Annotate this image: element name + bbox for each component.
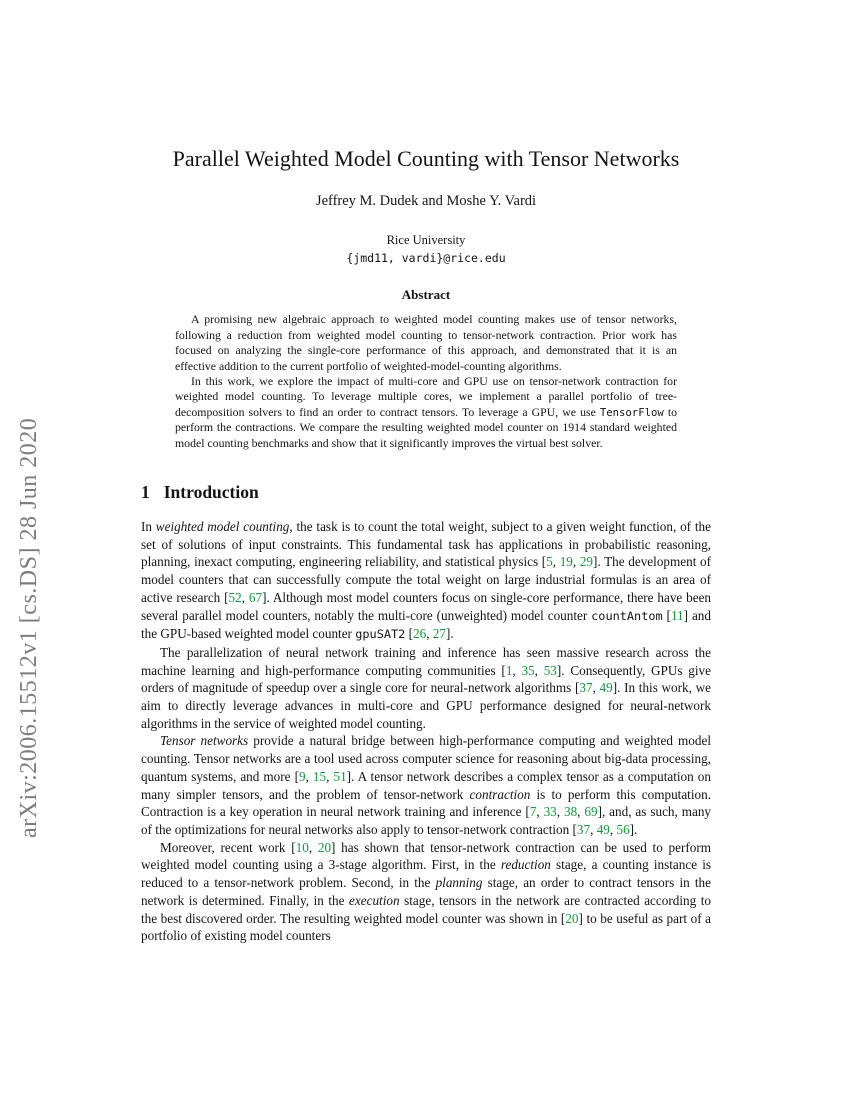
body-paragraph [141,839,711,945]
body-paragraph [141,732,711,838]
paper-title: Parallel Weighted Model Counting with Tensor Networks [172,146,680,171]
citation-link[interactable]: 35 [521,662,535,678]
citation-link[interactable]: 67 [248,589,263,605]
citation-link[interactable]: 49 [596,822,610,837]
citation-link[interactable]: 53 [543,662,557,678]
citation-link[interactable]: 49 [599,680,613,696]
arxiv-watermark: arXiv:2006.15512v1 [cs.DS] 28 Jun 2020 [16,417,42,838]
body-paragraph [141,644,711,733]
emphasis-text: planning [435,875,483,891]
text-segment: In this work, we explore the impact of multi-core and GPU use on tensor-network contraction for weighted model counting. To leverage multiple cores, we implement a parallel portfolio of tree-decomposition solvers to find an order to contract tensors. To leverage a GPU, we use [175,374,677,419]
citation-link[interactable]: 27 [432,626,446,642]
text-segment: , [592,680,600,696]
citation-link[interactable]: 15 [312,768,327,784]
paper-authors: Jeffrey M. Dudek and Moshe Y. Vardi [315,193,537,210]
author-email: {jmd11, vardi}@rice.edu [346,251,506,266]
text-segment: stage, tensors in the network are contracted according to the best discovered order. The resulting weighted model counter was shown in [ [141,892,711,926]
citation-link[interactable]: 10 [295,839,309,855]
paper-content [141,0,711,945]
introduction-body [141,518,711,945]
text-segment: ] and the GPU-based weighted model counter [141,607,711,642]
text-segment: stage, a counting instance is reduced to a tensor-network problem. Second, in the [141,857,712,891]
code-text: gpuSAT2 [355,627,406,642]
text-segment: , [556,804,564,820]
text-segment: , [552,554,560,570]
text-segment: ] has shown that tensor-network contraction can be used to perform weighted model counting using a 3-stage algorithm. First, in the [141,839,711,873]
text-segment: , [590,822,597,837]
text-segment: The parallelization of neural network training and inference has seen massive research across the machine learning and high-performance computing communities [ [141,644,711,678]
citation-link[interactable]: 19 [559,554,573,570]
body-paragraph [141,518,711,644]
text-segment: ]. Consequently, GPUs give orders of magnitude of speedup over a single core for neural-network algorithms [ [141,662,711,696]
citation-link[interactable]: 1 [505,662,513,678]
citation-link[interactable]: 37 [576,822,591,837]
text-segment: In [141,519,156,535]
text-segment: , [609,822,617,837]
text-segment: , [305,768,313,784]
citation-link[interactable]: 11 [670,607,684,623]
text-segment: A promising new algebraic approach to weighted model counting makes use of tensor networks, following a reduction from weighted model counting to tensor-network contraction. Prior work has focused on analyzing the single-core performance of this approach, and demonstrated that it is an effective addition to the current portfolio of weighted-model-counting algorithms. [175,312,677,373]
emphasis-text: reduction [500,857,551,873]
citation-link[interactable]: 37 [579,680,593,696]
emphasis-text: execution [349,892,400,908]
emphasis-text: weighted model counting [155,519,290,535]
section-title: Introduction [163,482,259,503]
text-segment: ]. In this work, we aim to directly leverage advances in multi-core and GPU performance designed for neural-network algorithms in the service of weighted model counting. [141,680,711,731]
citation-link[interactable]: 5 [546,554,553,570]
citation-link[interactable]: 33 [543,804,557,820]
abstract-paragraph [175,374,677,451]
citation-link[interactable]: 20 [317,839,332,855]
text-segment: [ [405,626,413,642]
text-segment: ], and, as such, many of the optimizations for neural networks also apply to tensor-network contraction [ [141,804,712,837]
text-segment: , [326,768,334,784]
citation-link[interactable]: 38 [563,804,578,820]
text-segment: ]. [445,626,454,642]
text-segment: ]. A tensor network describes a complex tensor as a computation on many simpler tensors, and the problem of tensor-network [141,768,711,802]
code-text: countAntom [591,608,663,623]
text-segment: ]. Although most model counters focus on single-core performance, there have been several parallel model counters, notably the multi-core (unweighted) model counter [141,589,712,623]
abstract-heading: Abstract [401,287,451,303]
emphasis-text: Tensor networks [160,733,249,749]
section-heading [141,482,711,503]
text-segment: , [426,626,433,642]
citation-link[interactable]: 51 [333,768,347,784]
section-number: 1 [141,482,150,503]
text-segment: provide a natural bridge between high-performance computing and weighted model counting. Tensor networks are a tool used across computer science for reasoning about big-data processing, quantum systems, and more [ [141,733,711,784]
citation-link[interactable]: 26 [413,626,427,642]
citation-link[interactable]: 9 [298,768,306,784]
citation-link[interactable]: 69 [584,804,598,820]
code-text: TensorFlow [599,405,664,419]
text-segment: [ [662,607,671,623]
text-segment: , [536,804,544,820]
text-segment: ] to be useful as part of a portfolio of existing model counters [141,910,711,944]
text-segment: ]. The development of model counters that can successfully compute the total weight on large industrial formulas is an area of active research [ [141,554,711,605]
text-segment: is to perform this computation. Contraction is a key operation in neural network training and inference [ [141,786,711,820]
text-segment: , [512,662,522,678]
text-segment: , [577,804,585,820]
emphasis-text: contraction [469,786,531,802]
citation-link[interactable]: 20 [565,910,579,926]
text-segment: ]. [629,822,638,837]
abstract-block [175,312,677,451]
affiliation: Rice University [386,233,466,248]
citation-link[interactable]: 52 [228,589,242,605]
citation-link[interactable]: 56 [616,822,630,837]
text-segment: to perform the contractions. We compare the resulting weighted model counter on 1914 standard weighted model counting benchmarks and show that it significantly improves the virtual best solver. [175,404,677,450]
citation-link[interactable]: 29 [579,554,594,570]
text-segment: , [308,839,318,855]
text-segment: , the task is to count the total weight, subject to a given weight function, of the set of solutions of input constraints. This fundamental task has applications in probabilistic reasoning, planning, inexact computing, engineering reliability, and statistical physics [ [141,519,711,570]
citation-link[interactable]: 7 [529,804,537,820]
text-segment: , [534,662,544,678]
text-segment: Moreover, recent work [ [160,839,296,855]
text-segment: , [241,589,249,605]
text-segment: , [572,554,580,570]
abstract-paragraph [175,312,677,374]
text-segment: stage, an order to contract tensors in the network is determined. Finally, in the [141,875,711,908]
